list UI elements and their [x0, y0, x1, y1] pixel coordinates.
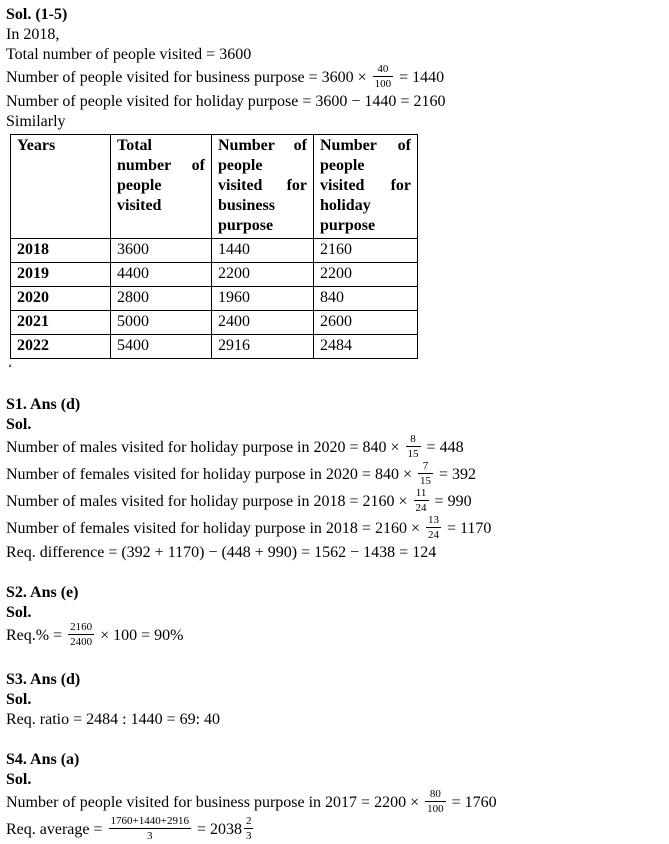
text-run: = 392	[434, 466, 476, 484]
section-sol-label: Sol.	[6, 771, 32, 788]
table-cell: 2600	[314, 311, 418, 335]
table-cell: 2200	[314, 263, 418, 287]
text-run: Req. average =	[6, 821, 107, 839]
text-run: Number of males visited for holiday purpose in 2020 = 840 ×	[6, 439, 404, 457]
section-sol-label: Sol.	[6, 416, 32, 433]
fraction	[109, 815, 191, 842]
fraction	[425, 788, 446, 815]
text-run: Total number of people visited = 3600	[6, 46, 252, 63]
text-run: Req. difference = (392 + 1170) − (448 + 990) = 1562 − 1438 = 124	[6, 544, 437, 561]
intro-line	[6, 65, 661, 92]
fraction-numerator: 7	[418, 460, 433, 474]
fraction-denominator: 15	[407, 448, 419, 460]
table-cell: 2800	[111, 287, 212, 311]
table-header-row	[11, 135, 418, 239]
table-cell-year: 2018	[11, 239, 111, 263]
table-body	[11, 239, 418, 359]
solution-section	[6, 670, 661, 730]
solution-line	[6, 462, 661, 489]
table-cell: 3600	[111, 239, 212, 263]
table-header-cell: Number of people visited for business purpose	[212, 135, 314, 239]
solution-line	[6, 543, 661, 563]
solution-section	[6, 583, 661, 650]
fraction	[406, 433, 421, 460]
fraction-denominator: 2400	[70, 636, 93, 648]
fraction-denominator: 3	[146, 830, 153, 842]
fraction-denominator: 3	[245, 830, 252, 842]
fraction-denominator: 100	[374, 78, 392, 90]
fraction	[418, 460, 433, 487]
intro-line	[6, 112, 661, 132]
table-cell: 1960	[212, 287, 314, 311]
table-cell: 2400	[212, 311, 314, 335]
fraction	[244, 815, 254, 842]
data-table	[10, 134, 418, 359]
solution-line	[6, 435, 661, 462]
table-row	[11, 311, 418, 335]
fraction-denominator: 15	[419, 475, 431, 487]
fraction-numerator: 8	[406, 433, 421, 447]
fraction-numerator: 80	[425, 788, 446, 802]
table-header-cell: Total number of people visited	[111, 135, 212, 239]
text-run: = 1170	[442, 520, 492, 538]
solution-group-title: Sol. (1-5)	[6, 6, 68, 23]
text-run: Number of males visited for holiday purpose in 2018 = 2160 ×	[6, 493, 412, 511]
fraction-denominator: 24	[415, 502, 427, 514]
section-answer: S1. Ans (d)	[6, 396, 81, 413]
fraction-numerator: 40	[373, 63, 394, 77]
text-run: Number of people visited for business purpose in 2017 = 2200 ×	[6, 794, 424, 812]
table-row	[11, 239, 418, 263]
fraction	[426, 514, 441, 541]
solution-line	[6, 623, 661, 650]
table-cell: 2160	[314, 239, 418, 263]
text-run: Number of females visited for holiday purpose in 2020 = 840 ×	[6, 466, 416, 484]
table-header-cell: Years	[11, 135, 111, 239]
table-cell: 1440	[212, 239, 314, 263]
section-sol-label: Sol.	[6, 691, 32, 708]
intro-block	[6, 25, 661, 132]
text-run: Req. ratio = 2484 : 1440 = 69: 40	[6, 711, 221, 728]
text-run: = 2038	[192, 821, 242, 839]
table-cell: 5400	[111, 335, 212, 359]
intro-line	[6, 92, 661, 112]
text-run: Similarly	[6, 113, 66, 130]
fraction	[414, 487, 429, 514]
table-cell: 2200	[212, 263, 314, 287]
table-row	[11, 335, 418, 359]
table-header-cell: Number of people visited for holiday purpose	[314, 135, 418, 239]
text-run: = 1440	[395, 69, 445, 87]
table-cell: 840	[314, 287, 418, 311]
table-cell-year: 2020	[11, 287, 111, 311]
fraction-numerator: 1760+1440+2916	[110, 815, 189, 827]
text-run: In 2018,	[6, 26, 60, 43]
fraction-denominator: 100	[427, 803, 444, 815]
table-cell-year: 2021	[11, 311, 111, 335]
fraction-numerator: 2160	[70, 621, 93, 633]
table-cell: 2484	[314, 335, 418, 359]
text-run: Number of people visited for business purpose = 3600 ×	[6, 69, 371, 87]
text-run: Req.% =	[6, 627, 67, 645]
fraction-numerator: 2	[245, 815, 252, 827]
text-run: = 990	[430, 493, 472, 511]
fraction	[68, 621, 94, 648]
table-row	[11, 287, 418, 311]
solution-line	[6, 817, 661, 844]
table-cell: 5000	[111, 311, 212, 335]
solution-section	[6, 395, 661, 563]
table-cell-year: 2019	[11, 263, 111, 287]
stray-quote-mark: ‘	[8, 360, 13, 375]
fraction-numerator: 11	[414, 487, 429, 501]
table-head	[11, 135, 418, 239]
text-run: = 448	[422, 439, 464, 457]
section-sol-label: Sol.	[6, 604, 32, 621]
table-cell: 2916	[212, 335, 314, 359]
text-run: = 1760	[447, 794, 497, 812]
section-answer: S2. Ans (e)	[6, 584, 79, 601]
text-run: × 100 = 90%	[96, 627, 184, 645]
solution-line	[6, 710, 661, 730]
solution-line	[6, 489, 661, 516]
intro-line	[6, 45, 661, 65]
solution-section	[6, 750, 661, 844]
fraction-denominator: 24	[427, 529, 439, 541]
text-run: Number of people visited for holiday purpose = 3600 − 1440 = 2160	[6, 93, 446, 110]
solution-line	[6, 516, 661, 543]
table-cell: 4400	[111, 263, 212, 287]
table-row	[11, 263, 418, 287]
solution-sections	[6, 395, 661, 844]
section-answer: S3. Ans (d)	[6, 671, 81, 688]
intro-line	[6, 25, 661, 45]
fraction-numerator: 13	[427, 514, 439, 526]
text-run: Number of females visited for holiday purpose in 2018 = 2160 ×	[6, 520, 424, 538]
fraction	[373, 63, 394, 90]
section-answer: S4. Ans (a)	[6, 751, 80, 768]
table-cell-year: 2022	[11, 335, 111, 359]
